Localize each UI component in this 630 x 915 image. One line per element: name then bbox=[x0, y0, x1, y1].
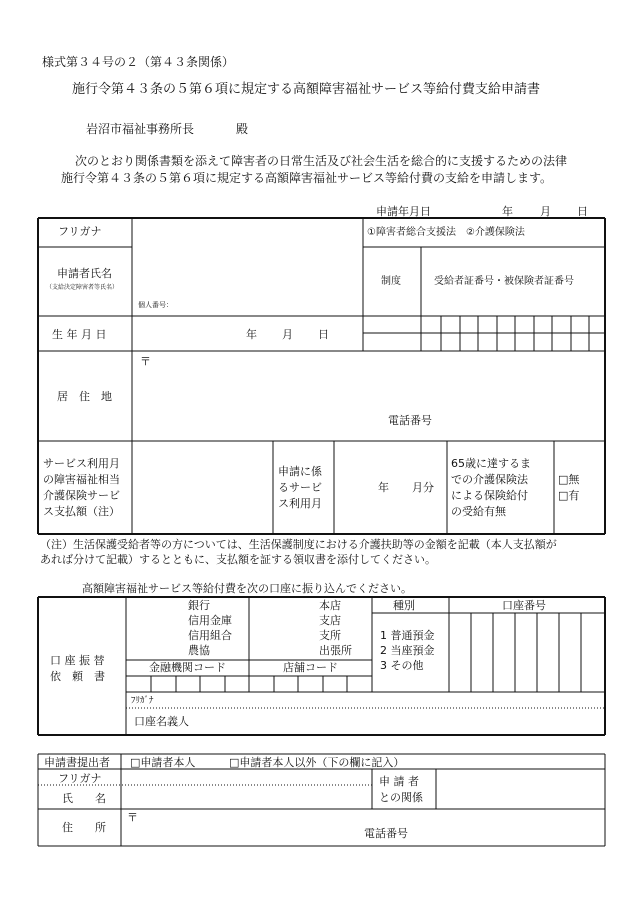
relation-label-1: 申 請 者 bbox=[379, 775, 419, 788]
submitter-label: 申請書提出者 bbox=[44, 756, 110, 769]
addressee-honorific: 殿 bbox=[236, 122, 249, 136]
bank-type-nokyo: 農協 bbox=[188, 644, 210, 657]
form-number: 様式第３４号の２（第４３条関係） bbox=[42, 55, 235, 69]
personal-number-label: 個人番号： bbox=[138, 301, 173, 309]
postal-mark: 〒 bbox=[140, 355, 151, 368]
relation-label-2: との関係 bbox=[379, 791, 423, 804]
note-line-2: あれば分けて記載）するとともに、支払額を証する領収書を添付してください。 bbox=[40, 553, 436, 566]
address-label: 居 住 地 bbox=[57, 390, 112, 403]
branch-type-subbranch: 支所 bbox=[319, 629, 341, 642]
intro-line-2: 施行令第４３条の５第６項に規定する高額障害福祉サービス等給付費の支給を申請します。 bbox=[61, 171, 553, 185]
branch-type-office: 出張所 bbox=[319, 644, 352, 657]
account-option-1: 1 普通預金 bbox=[380, 629, 435, 642]
note-line-1: （注）生活保護受給者等の方については、生活保護制度における介護扶助等の金額を記載（本人支払額が bbox=[40, 538, 557, 551]
furigana-label: フリガナ bbox=[58, 225, 102, 238]
service-month-line-2: るサービ bbox=[278, 481, 322, 494]
age65-line-1: 65歳に達するま bbox=[451, 457, 531, 470]
service-amount-line-2: の障害福祉相当 bbox=[43, 473, 120, 486]
submitter-postal-mark: 〒 bbox=[127, 811, 138, 824]
bank-type-kumiai: 信用組合 bbox=[188, 629, 232, 642]
applicant-name-label: 申請者氏名 bbox=[57, 267, 112, 280]
service-amount-line-3: 介護保険サービ bbox=[43, 489, 120, 502]
addressee-name: 岩沼市福祉事務所長 bbox=[86, 122, 195, 136]
service-year: 年 bbox=[378, 481, 389, 494]
bank-type-shinkin: 信用金庫 bbox=[188, 614, 232, 627]
branch-type-branch: 支店 bbox=[319, 614, 341, 627]
certificate-number-label: 受給者証番号・被保険者証番号 bbox=[434, 276, 574, 287]
birth-year: 年 bbox=[246, 328, 257, 341]
holder-furigana-label: ﾌﾘｶﾞﾅ bbox=[131, 696, 154, 706]
birth-day: 日 bbox=[318, 328, 329, 341]
age65-line-2: での介護保険法 bbox=[451, 473, 528, 486]
transfer-intro: 高額障害福祉サービス等給付費を次の口座に振り込んでください。 bbox=[82, 582, 412, 595]
age65-line-4: の受給有無 bbox=[451, 505, 506, 518]
branch-code-label: 店舗コード bbox=[283, 661, 338, 674]
service-amount-line-1: サービス利用月 bbox=[43, 457, 120, 470]
account-number-label: 口座番号 bbox=[502, 599, 546, 612]
birth-month: 月 bbox=[282, 328, 293, 341]
submitter-phone-label: 電話番号 bbox=[364, 827, 408, 840]
application-date-label: 申請年月日 bbox=[376, 205, 431, 218]
submitter-furigana-label: フリガナ bbox=[58, 772, 102, 785]
bank-code-label: 金融機関コード bbox=[149, 661, 226, 674]
service-month-line-1: 申請に係 bbox=[278, 465, 322, 478]
system-label: 制度 bbox=[381, 276, 401, 287]
account-option-3: 3 その他 bbox=[380, 659, 424, 672]
service-amount-line-4: ス支払額（注） bbox=[43, 505, 120, 518]
branch-type-main: 本店 bbox=[319, 599, 341, 612]
application-date-year: 年 bbox=[502, 205, 513, 218]
application-date-day: 日 bbox=[577, 205, 588, 218]
submitter-address-label: 住 所 bbox=[62, 821, 106, 834]
intro-line-1: 次のとおり関係書類を添えて障害者の日常生活及び社会生活を総合的に支援するための法律 bbox=[75, 154, 568, 168]
benefit-no-checkbox[interactable]: □無 bbox=[558, 473, 580, 486]
submitter-self-checkbox[interactable]: □申請者本人 bbox=[130, 756, 196, 769]
submitter-other-checkbox[interactable]: □申請者本人以外（下の欄に記入） bbox=[229, 756, 405, 769]
service-month-line-3: ス利用月 bbox=[278, 497, 322, 510]
applicant-name-note: （支給決定障害者等氏名） bbox=[46, 284, 119, 291]
account-type-label: 種別 bbox=[393, 599, 415, 612]
account-option-2: 2 当座預金 bbox=[380, 644, 435, 657]
form-title: 施行令第４３条の５第６項に規定する高額障害福祉サービス等給付費支給申請書 bbox=[72, 82, 541, 97]
birthdate-label: 生 年 月 日 bbox=[52, 328, 107, 341]
account-holder-label: 口座名義人 bbox=[134, 715, 189, 728]
bank-type-bank: 銀行 bbox=[188, 599, 210, 612]
system-options: ①障害者総合支援法 ②介護保険法 bbox=[367, 227, 525, 238]
benefit-yes-checkbox[interactable]: □有 bbox=[558, 489, 580, 502]
service-month-unit: 月分 bbox=[412, 481, 434, 494]
submitter-name-label: 氏 名 bbox=[62, 792, 106, 805]
bank-transfer-label-2: 依 頼 書 bbox=[50, 670, 105, 683]
phone-label: 電話番号 bbox=[388, 414, 432, 427]
application-date-month: 月 bbox=[540, 205, 551, 218]
age65-line-3: による保険給付 bbox=[451, 489, 528, 502]
bank-transfer-label-1: 口 座 振 替 bbox=[50, 654, 105, 667]
